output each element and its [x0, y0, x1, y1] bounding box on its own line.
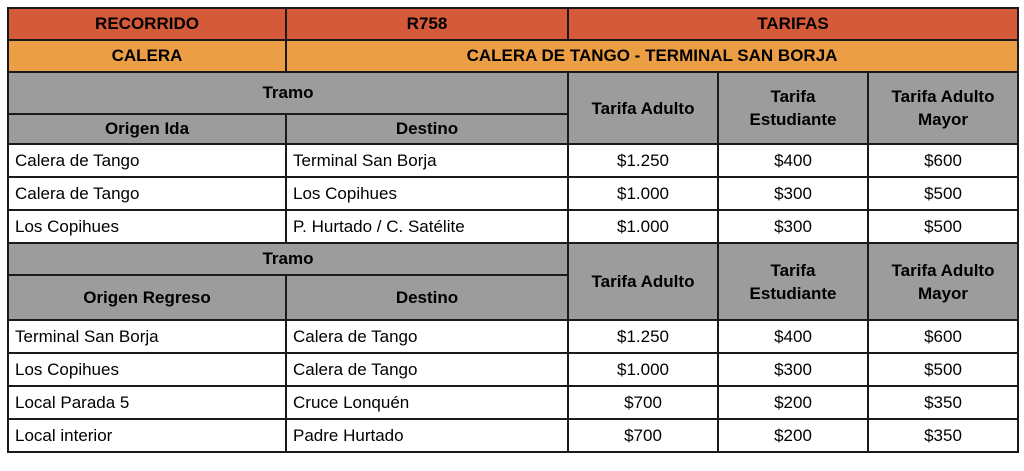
fare-estudiante-cell: $400	[718, 320, 868, 353]
fare-table	[7, 7, 1019, 453]
regreso-fare-mayor-header: Tarifa Adulto Mayor	[868, 243, 1018, 320]
origin-cell: Calera de Tango	[8, 177, 286, 210]
fare-adulto-cell: $1.000	[568, 210, 718, 243]
table-row	[8, 386, 1018, 419]
ida-tramo-label: Tramo	[8, 72, 568, 114]
fare-estudiante-cell: $400	[718, 144, 868, 177]
regreso-origin-col-header: Origen Regreso	[8, 275, 286, 320]
table-row	[8, 320, 1018, 353]
fare-mayor-cell: $600	[868, 320, 1018, 353]
origin-cell: Calera de Tango	[8, 144, 286, 177]
table-row	[8, 144, 1018, 177]
table-row	[8, 419, 1018, 452]
fare-mayor-cell: $500	[868, 177, 1018, 210]
fare-adulto-cell: $700	[568, 419, 718, 452]
ida-fare-adulto-header: Tarifa Adulto	[568, 72, 718, 144]
fare-mayor-cell: $350	[868, 386, 1018, 419]
fare-adulto-cell: $1.000	[568, 177, 718, 210]
fare-estudiante-cell: $200	[718, 419, 868, 452]
origin-name: CALERA	[8, 40, 286, 72]
ida-origin-col-header: Origen Ida	[8, 114, 286, 144]
fare-estudiante-cell: $300	[718, 177, 868, 210]
regreso-fare-adulto-header: Tarifa Adulto	[568, 243, 718, 320]
dest-cell: Cruce Lonquén	[286, 386, 568, 419]
ida-fare-mayor-header: Tarifa Adulto Mayor	[868, 72, 1018, 144]
dest-cell: Padre Hurtado	[286, 419, 568, 452]
route-name: CALERA DE TANGO - TERMINAL SAN BORJA	[286, 40, 1018, 72]
title-row	[8, 8, 1018, 40]
fare-adulto-cell: $1.250	[568, 320, 718, 353]
fare-mayor-cell: $500	[868, 353, 1018, 386]
recorrido-label: RECORRIDO	[8, 8, 286, 40]
table-row	[8, 353, 1018, 386]
dest-cell: Calera de Tango	[286, 320, 568, 353]
table-row	[8, 177, 1018, 210]
fare-adulto-cell: $1.000	[568, 353, 718, 386]
ida-fare-estudiante-header: Tarifa Estudiante	[718, 72, 868, 144]
origin-cell: Los Copihues	[8, 210, 286, 243]
dest-cell: Los Copihues	[286, 177, 568, 210]
regreso-header-row-1	[8, 243, 1018, 275]
regreso-fare-estudiante-header: Tarifa Estudiante	[718, 243, 868, 320]
fare-estudiante-cell: $300	[718, 353, 868, 386]
route-row	[8, 40, 1018, 72]
fare-adulto-cell: $1.250	[568, 144, 718, 177]
fare-mayor-cell: $600	[868, 144, 1018, 177]
origin-cell: Local interior	[8, 419, 286, 452]
regreso-dest-col-header: Destino	[286, 275, 568, 320]
fare-mayor-cell: $350	[868, 419, 1018, 452]
route-code: R758	[286, 8, 568, 40]
fare-estudiante-cell: $300	[718, 210, 868, 243]
table-row	[8, 210, 1018, 243]
regreso-tramo-label: Tramo	[8, 243, 568, 275]
fare-estudiante-cell: $200	[718, 386, 868, 419]
fare-mayor-cell: $500	[868, 210, 1018, 243]
tarifas-label: TARIFAS	[568, 8, 1018, 40]
dest-cell: P. Hurtado / C. Satélite	[286, 210, 568, 243]
dest-cell: Terminal San Borja	[286, 144, 568, 177]
dest-cell: Calera de Tango	[286, 353, 568, 386]
origin-cell: Local Parada 5	[8, 386, 286, 419]
ida-header-row-1	[8, 72, 1018, 114]
fare-adulto-cell: $700	[568, 386, 718, 419]
ida-dest-col-header: Destino	[286, 114, 568, 144]
origin-cell: Los Copihues	[8, 353, 286, 386]
origin-cell: Terminal San Borja	[8, 320, 286, 353]
